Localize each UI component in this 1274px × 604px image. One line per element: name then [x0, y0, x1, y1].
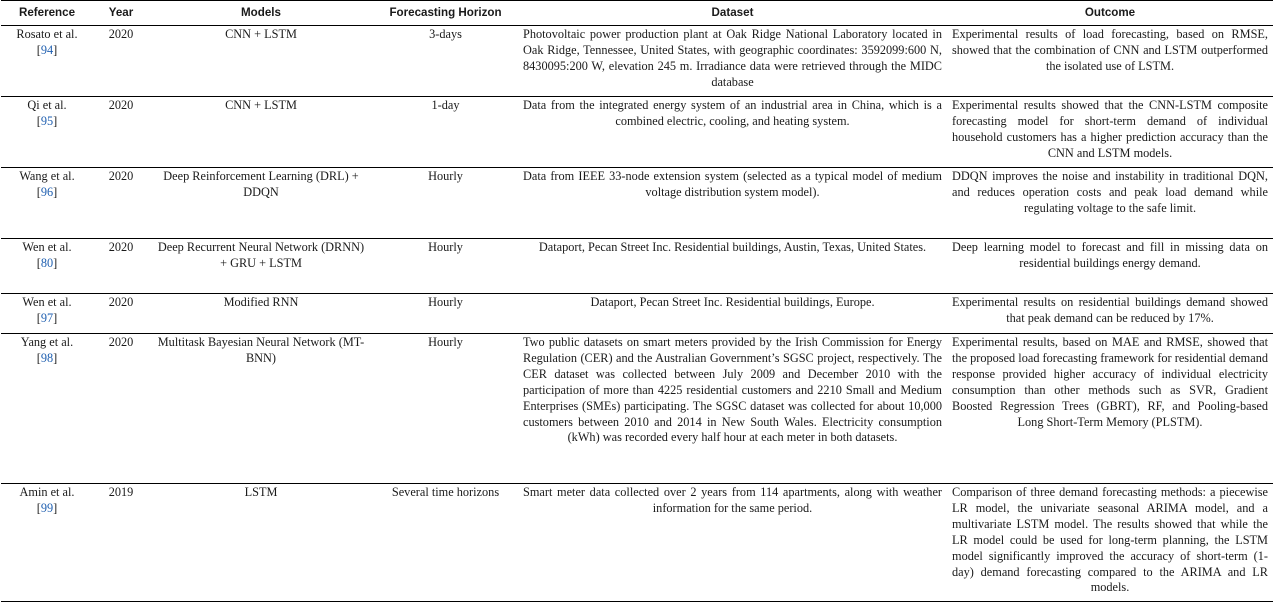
header-forecasting-horizon: Forecasting Horizon	[373, 1, 518, 26]
outcome-cell: DDQN improves the noise and instability in traditional DQN, and reduces operation costs and peak load demand while regulating voltage to the safe limit.	[947, 168, 1273, 239]
horizon-cell: 3-days	[373, 26, 518, 97]
reference-author: Wen et al.	[22, 240, 72, 254]
dataset-cell: Smart meter data collected over 2 years from 114 apartments, along with weather information for the same period.	[518, 484, 947, 602]
table-row	[1, 168, 1273, 239]
table-row	[1, 334, 1273, 484]
reference-cell: Amin et al. [99]	[1, 484, 93, 602]
header-year: Year	[93, 1, 149, 26]
outcome-cell: Experimental results of load forecasting, based on RMSE, showed that the combination of CNN and LSTM outperformed the isolated use of LSTM.	[947, 26, 1273, 97]
horizon-cell: Hourly	[373, 168, 518, 239]
reference-link[interactable]: 95	[40, 113, 54, 128]
outcome-cell: Experimental results, based on MAE and RMSE, showed that the proposed load forecasting framework for residential demand response provided higher accuracy of individual electricity consumption than other methods such as SVR, Gradient Boosted Regression Trees (GBRT), RF, and Pooling-based Long Short-Term Memory (PLSTM).	[947, 334, 1273, 484]
year-cell: 2020	[93, 334, 149, 484]
model-cell: LSTM	[149, 484, 373, 602]
reference-author: Rosato et al.	[16, 27, 78, 41]
horizon-cell: 1-day	[373, 97, 518, 168]
header-outcome: Outcome	[947, 1, 1273, 26]
reference-cell: Qi et al. [95]	[1, 97, 93, 168]
model-cell: CNN + LSTM	[149, 97, 373, 168]
table-row	[1, 294, 1273, 334]
dataset-cell: Data from IEEE 33-node extension system (selected as a typical model of medium voltage distribution system model).	[518, 168, 947, 239]
year-cell: 2019	[93, 484, 149, 602]
dataset-cell: Two public datasets on smart meters provided by the Irish Commission for Energy Regulation (CER) and the Australian Government’s SGSC project, respectively. The CER dataset was collected between July 2009 and December 2010 with the participation of more than 4225 residential customers and 2210 Small and Medium Enterprises (SMEs) participating. The SGSC dataset was collected for about 10,000 customers between 2010 and 2014 in New South Wales. Electricity consumption (kWh) was recorded every half hour at each meter in both datasets.	[518, 334, 947, 484]
reference-author: Qi et al.	[27, 98, 67, 112]
reference-link[interactable]: 94	[40, 42, 54, 57]
outcome-cell: Experimental results on residential buildings demand showed that peak demand can be reduced by 17%.	[947, 294, 1273, 334]
year-cell: 2020	[93, 97, 149, 168]
reference-cell: Yang et al. [98]	[1, 334, 93, 484]
literature-table	[1, 0, 1273, 602]
model-cell: CNN + LSTM	[149, 26, 373, 97]
table-row	[1, 97, 1273, 168]
model-cell: Deep Reinforcement Learning (DRL) + DDQN	[149, 168, 373, 239]
reference-link[interactable]: 98	[40, 350, 54, 365]
model-cell: Multitask Bayesian Neural Network (MT-BNN)	[149, 334, 373, 484]
model-cell: Deep Recurrent Neural Network (DRNN) + GRU + LSTM	[149, 239, 373, 294]
header-models: Models	[149, 1, 373, 26]
outcome-cell: Comparison of three demand forecasting methods: a piecewise LR model, the univariate seasonal ARIMA model, and a multivariate LSTM model. The results showed that while the LR model could be used for long-term planning, the LSTM model significantly improved the accuracy of short-term (1-day) demand forecasting compared to the ARIMA and LR models.	[947, 484, 1273, 602]
reference-author: Wen et al.	[22, 295, 72, 309]
table-row	[1, 239, 1273, 294]
year-cell: 2020	[93, 239, 149, 294]
reference-author: Wang et al.	[19, 169, 75, 183]
dataset-cell: Dataport, Pecan Street Inc. Residential buildings, Europe.	[518, 294, 947, 334]
reference-link[interactable]: 97	[40, 310, 54, 325]
horizon-cell: Several time horizons	[373, 484, 518, 602]
reference-cell: Wen et al. [97]	[1, 294, 93, 334]
model-cell: Modified RNN	[149, 294, 373, 334]
year-cell: 2020	[93, 294, 149, 334]
reference-cell: Rosato et al. [94]	[1, 26, 93, 97]
header-reference: Reference	[1, 1, 93, 26]
dataset-cell: Photovoltaic power production plant at Oak Ridge National Laboratory located in Oak Ridge, Tennessee, United States, with geographic coordinates: 3592099:600 N, 8430095:200 W, elevation 245 m. Irradiance data were retrieved through the MIDC database	[518, 26, 947, 97]
horizon-cell: Hourly	[373, 334, 518, 484]
dataset-cell: Data from the integrated energy system of an industrial area in China, which is a combined electric, cooling, and heating system.	[518, 97, 947, 168]
outcome-cell: Experimental results showed that the CNN-LSTM composite forecasting model for short-term demand of individual household customers has a higher prediction accuracy than the CNN and LSTM models.	[947, 97, 1273, 168]
dataset-cell: Dataport, Pecan Street Inc. Residential buildings, Austin, Texas, United States.	[518, 239, 947, 294]
table-body	[1, 26, 1273, 602]
reference-cell: Wen et al. [80]	[1, 239, 93, 294]
year-cell: 2020	[93, 168, 149, 239]
horizon-cell: Hourly	[373, 239, 518, 294]
reference-link[interactable]: 99	[40, 500, 54, 515]
table-header	[1, 1, 1273, 26]
reference-author: Yang et al.	[20, 335, 74, 349]
table-row	[1, 26, 1273, 97]
reference-link[interactable]: 96	[40, 184, 54, 199]
year-cell: 2020	[93, 26, 149, 97]
reference-author: Amin et al.	[19, 485, 75, 499]
outcome-cell: Deep learning model to forecast and fill in missing data on residential buildings energy demand.	[947, 239, 1273, 294]
reference-link[interactable]: 80	[40, 255, 54, 270]
reference-cell: Wang et al. [96]	[1, 168, 93, 239]
horizon-cell: Hourly	[373, 294, 518, 334]
table-row	[1, 484, 1273, 602]
header-dataset: Dataset	[518, 1, 947, 26]
